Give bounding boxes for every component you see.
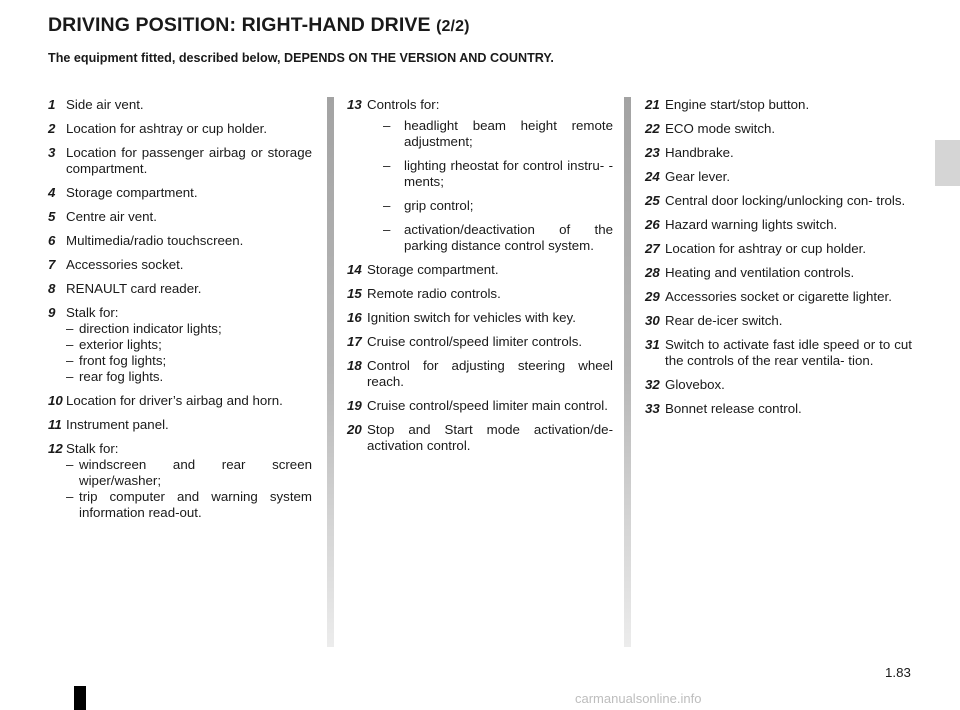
legend-item-text: Location for ashtray or cup holder. (665, 241, 867, 256)
legend-item-15 (347, 286, 613, 302)
legend-item-text: Control for adjusting steering wheel reach. (367, 358, 613, 389)
legend-item-text: Heating and ventilation controls. (665, 265, 855, 280)
legend-item-number: 23 (645, 145, 660, 160)
legend-item-number: 30 (645, 313, 660, 328)
legend-item-number: 27 (645, 241, 660, 256)
legend-item-number: 3 (48, 145, 56, 160)
legend-item-number: 14 (347, 262, 362, 277)
legend-item-text: Storage compartment. (367, 262, 499, 277)
legend-item-text: Location for driver’s airbag and horn. (66, 393, 283, 408)
section-tab (935, 140, 960, 186)
legend-item-text: Accessories socket. (66, 257, 184, 272)
legend-item-18 (347, 358, 613, 390)
legend-item-number: 4 (48, 185, 56, 200)
legend-item-text: Location for ashtray or cup holder. (66, 121, 268, 136)
legend-item-number: 11 (48, 417, 62, 432)
legend-sub-list (66, 457, 312, 521)
legend-item-number: 13 (347, 97, 362, 112)
legend-item-32 (645, 377, 912, 393)
legend-item-number: 1 (48, 97, 56, 112)
legend-sub-item: – exterior lights; (66, 337, 312, 353)
legend-item-29 (645, 289, 912, 305)
legend-item-3 (48, 145, 312, 177)
legend-item-30 (645, 313, 912, 329)
legend-sub-item: – rear fog lights. (66, 369, 312, 385)
legend-item-28 (645, 265, 912, 281)
legend-item-number: 17 (347, 334, 362, 349)
page-title-text: DRIVING POSITION: RIGHT-HAND DRIVE (48, 14, 431, 36)
legend-item-text: Switch to activate fast idle speed or to cut the controls of the rear ventila- tion. (665, 337, 912, 368)
legend-item-text: Engine start/stop button. (665, 97, 810, 112)
legend-item-text: Controls for: (367, 97, 440, 112)
page-title (48, 14, 470, 37)
legend-item-text: Storage compartment. (66, 185, 198, 200)
legend-item-27 (645, 241, 912, 257)
legend-item-9 (48, 305, 312, 385)
legend-item-number: 9 (48, 305, 56, 320)
legend-item-number: 20 (347, 422, 362, 437)
legend-item-14 (347, 262, 613, 278)
legend-item-25 (645, 193, 912, 209)
legend-item-text: Glovebox. (665, 377, 725, 392)
legend-item-number: 22 (645, 121, 660, 136)
legend-sub-list (66, 321, 312, 385)
legend-item-number: 26 (645, 217, 660, 232)
legend-sub-item: – direction indicator lights; (66, 321, 312, 337)
legend-item-text: Centre air vent. (66, 209, 157, 224)
legend-item-number: 7 (48, 257, 56, 272)
legend-item-text: Side air vent. (66, 97, 144, 112)
legend-item-number: 19 (347, 398, 362, 413)
legend-item-number: 16 (347, 310, 362, 325)
legend-item-24 (645, 169, 912, 185)
legend-item-number: 33 (645, 401, 660, 416)
page-number: 1.83 (885, 665, 911, 680)
legend-item-33 (645, 401, 912, 417)
legend-item-text: Central door locking/unlocking con- trols. (665, 193, 906, 208)
legend-item-text: Cruise control/speed limiter main control. (367, 398, 608, 413)
legend-item-number: 18 (347, 358, 362, 373)
legend-bullet-item: – grip control; (367, 198, 613, 214)
legend-bullet-item: – headlight beam height remote adjustment; (367, 118, 613, 150)
legend-item-text: Cruise control/speed limiter controls. (367, 334, 583, 349)
legend-item-text: Location for passenger airbag or storage compartment. (66, 145, 312, 176)
page-subtitle: The equipment fitted, described below, DEPENDS ON THE VERSION AND COUNTRY. (48, 51, 554, 65)
legend-item-20 (347, 422, 613, 454)
legend-item-number: 21 (645, 97, 660, 112)
legend-item-26 (645, 217, 912, 233)
legend-item-16 (347, 310, 613, 326)
legend-item-7 (48, 257, 312, 273)
legend-bullet-list (367, 118, 613, 254)
legend-item-text: Remote radio controls. (367, 286, 501, 301)
legend-item-text: Instrument panel. (66, 417, 169, 432)
legend-item-number: 28 (645, 265, 660, 280)
legend-item-13 (347, 97, 613, 254)
legend-item-10 (48, 393, 312, 409)
legend-item-text: Bonnet release control. (665, 401, 802, 416)
legend-bullet-item: – lighting rheostat for control instru- - ments; (367, 158, 613, 190)
legend-item-text: Rear de-icer switch. (665, 313, 783, 328)
legend-item-23 (645, 145, 912, 161)
legend-item-text: Handbrake. (665, 145, 734, 160)
legend-item-text: Accessories socket or cigarette lighter. (665, 289, 892, 304)
legend-item-number: 2 (48, 121, 56, 136)
legend-item-text: Ignition switch for vehicles with key. (367, 310, 576, 325)
legend-item-number: 32 (645, 377, 660, 392)
legend-item-8 (48, 281, 312, 297)
legend-sub-item: – windscreen and rear screen wiper/washer; (66, 457, 312, 489)
legend-column-2 (347, 97, 613, 462)
legend-item-text: Stop and Start mode activation/de- activation control. (367, 422, 613, 453)
legend-item-number: 24 (645, 169, 660, 184)
legend-column-3 (645, 97, 912, 425)
legend-item-number: 10 (48, 393, 63, 408)
legend-item-19 (347, 398, 613, 414)
column-divider (327, 97, 334, 647)
legend-item-text: ECO mode switch. (665, 121, 776, 136)
legend-sub-item: – front fog lights; (66, 353, 312, 369)
legend-item-number: 31 (645, 337, 660, 352)
legend-item-text: Stalk for: (66, 441, 119, 456)
legend-item-number: 6 (48, 233, 56, 248)
legend-item-number: 15 (347, 286, 362, 301)
legend-item-number: 5 (48, 209, 56, 224)
legend-item-text: Gear lever. (665, 169, 731, 184)
legend-item-11 (48, 417, 312, 433)
watermark: carmanualsonline.info (575, 691, 702, 706)
legend-item-31 (645, 337, 912, 369)
legend-item-number: 29 (645, 289, 660, 304)
legend-item-17 (347, 334, 613, 350)
legend-sub-item: – trip computer and warning system information read-out. (66, 489, 312, 521)
legend-item-number: 8 (48, 281, 56, 296)
legend-item-2 (48, 121, 312, 137)
legend-item-5 (48, 209, 312, 225)
legend-item-text: Stalk for: (66, 305, 119, 320)
legend-item-21 (645, 97, 912, 113)
legend-bullet-item: – activation/deactivation of the parking distance control system. (367, 222, 613, 254)
legend-item-22 (645, 121, 912, 137)
page-title-suffix: (2/2) (436, 18, 470, 35)
legend-item-number: 12 (48, 441, 63, 456)
column-divider (624, 97, 631, 647)
corner-mark (74, 686, 86, 710)
legend-column-1 (48, 97, 312, 529)
legend-item-text: Multimedia/radio touchscreen. (66, 233, 244, 248)
legend-item-number: 25 (645, 193, 660, 208)
legend-item-1 (48, 97, 312, 113)
legend-item-text: RENAULT card reader. (66, 281, 202, 296)
legend-item-6 (48, 233, 312, 249)
legend-item-12 (48, 441, 312, 521)
legend-item-text: Hazard warning lights switch. (665, 217, 838, 232)
legend-item-4 (48, 185, 312, 201)
